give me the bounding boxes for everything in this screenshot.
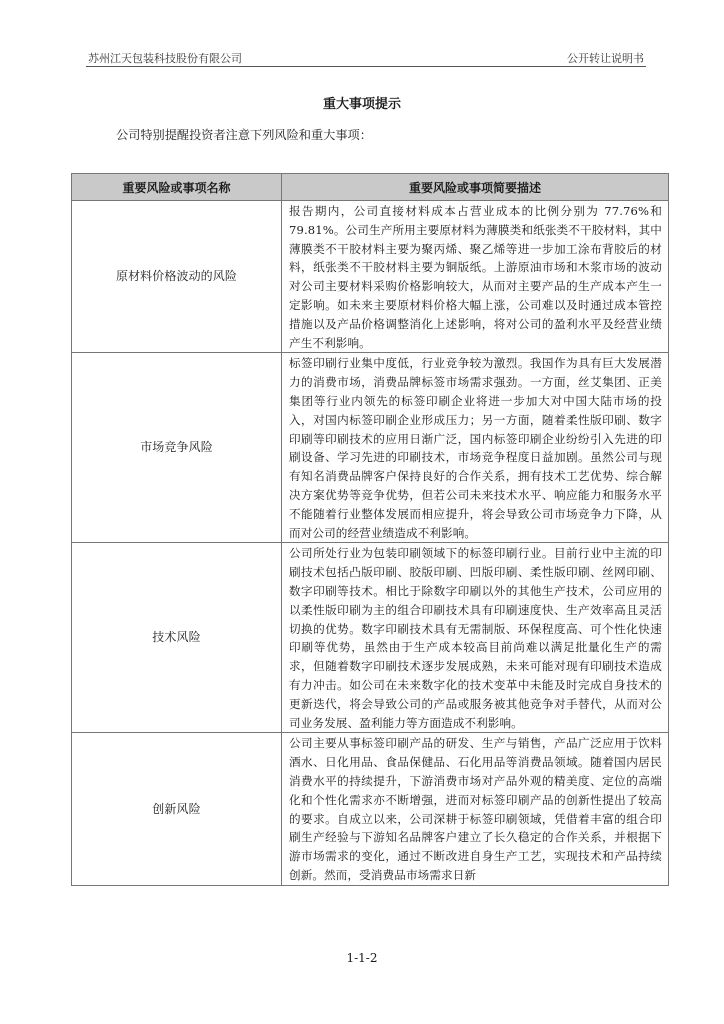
column-header-risk-description: 重要风险或事项简要描述 — [282, 174, 669, 201]
risk-description-cell: 公司所处行业为包装印刷领域下的标签印刷行业。目前行业中主流的印刷技术包括凸版印刷、胶版印刷、凹版印刷、柔性版印刷、丝网印刷、数字印刷等技术。相比于除数字印刷以外的其他生产技术，公司应用的以柔性版印刷为主的组合印刷技术具有印刷速度快、生产效率高且灵活切换的优势。数字印刷技术具有无需制版、环保程度高、可个性化快速印刷等优势，虽然由于生产成本较高目前尚难以满足批量化生产的需求，但随着数字印刷技术逐步发展成熟，未来可能对现有印刷技术造成有力冲击。如公司在未来数字化的技术变革中未能及时完成自身技术的更新迭代，将会导致公司的产品或服务被其他竞争对手替代，从而对公司业务发展、盈利能力等方面造成不利影响。 — [282, 543, 669, 733]
table-row — [72, 353, 669, 543]
risk-description-cell: 报告期内，公司直接材料成本占营业成本的比例分别为 77.76%和 79.81%。公司生产所用主要原材料为薄膜类和纸张类不干胶材料，其中薄膜类不干胶材料主要为聚丙烯、聚乙烯等进一步加工涂布背胶后的材料，纸张类不干胶材料主要为铜版纸。上游原油市场和木浆市场的波动对公司主要材料采购价格影响较大，从而对主要产品的生产成本产生一定影响。如未来主要原材料价格大幅上涨，公司难以及时通过成本管控措施以及产品价格调整消化上述影响，将对公司的盈利水平及经营业绩产生不利影响。 — [282, 201, 669, 353]
risk-name-cell: 原材料价格波动的风险 — [72, 201, 282, 353]
page-title: 重大事项提示 — [322, 97, 401, 112]
risk-name-cell: 技术风险 — [72, 543, 282, 733]
table-row — [72, 543, 669, 733]
page-number: 1-1-2 — [346, 951, 378, 965]
risk-description-cell: 公司主要从事标签印刷产品的研发、生产与销售，产品广泛应用于饮料酒水、日化用品、食品保健品、石化用品等消费品领域。随着国内居民消费水平的持续提升，下游消费市场对产品外观的精美度、定位的高端化和个性化需求亦不断增强，进而对标签印刷产品的创新性提出了较高的要求。自成立以来，公司深耕于标签印刷领域，凭借着丰富的组合印刷生产经验与下游知名品牌客户建立了长久稳定的合作关系，并根据下游市场需求的变化，通过不断改进自身生产工艺，实现技术和产品持续创新。然而，受消费品市场需求日新 — [282, 733, 669, 885]
table-row — [72, 733, 669, 885]
page-header — [86, 50, 646, 67]
table-header-row — [72, 174, 669, 201]
risk-name-cell: 创新风险 — [72, 733, 282, 885]
header-document-type: 公开转让说明书 — [567, 52, 644, 65]
column-header-risk-name: 重要风险或事项名称 — [72, 174, 282, 201]
risk-table — [71, 173, 669, 886]
risk-name-cell: 市场竞争风险 — [72, 353, 282, 543]
table-row — [72, 201, 669, 353]
intro-paragraph: 公司特别提醒投资者注意下列风险和重大事项： — [116, 128, 372, 142]
header-company-name: 苏州江天包装科技股份有限公司 — [88, 52, 242, 65]
risk-description-cell: 标签印刷行业集中度低，行业竞争较为激烈。我国作为具有巨大发展潜力的消费市场，消费品牌标签市场需求强劲。一方面，丝艾集团、正美集团等行业内领先的标签印刷企业将进一步加大对中国大陆市场的投入，对国内标签印刷企业形成压力；另一方面，随着柔性版印刷、数字印刷等印刷技术的应用日渐广泛，国内标签印刷企业纷纷引入先进的印刷设备、学习先进的印刷技术，市场竞争程度日益加剧。虽然公司与现有知名消费品牌客户保持良好的合作关系，拥有技术工艺优势、综合解决方案优势等竞争优势，但若公司未来技术水平、响应能力和服务水平不能随着行业整体发展而相应提升，将会导致公司市场竞争力下降，从而对公司的经营业绩造成不利影响。 — [282, 353, 669, 543]
